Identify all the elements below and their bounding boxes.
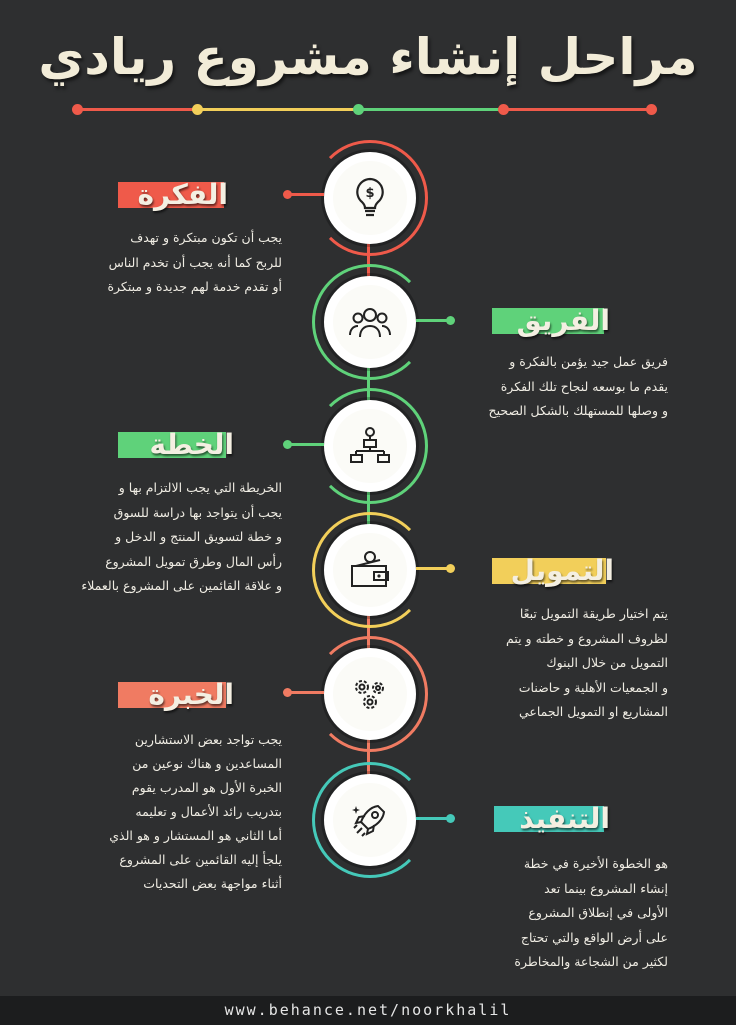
flowchart-icon [348, 426, 392, 466]
description-line: و علاقة القائمين على المشروع بالعملاء [81, 578, 282, 593]
node-experience [324, 648, 416, 740]
description-line: هو الخطوة الأخيرة في خطة [523, 856, 668, 871]
step-description [448, 852, 668, 975]
divider-segment [78, 108, 198, 111]
node-pointer [288, 193, 324, 196]
node-funding [324, 524, 416, 616]
page-title: مراحل إنشاء مشروع ريادي [38, 28, 698, 86]
description-line: و الجمعيات الأهلية و حاضنات [518, 679, 668, 695]
description-line: يلجأ إليه القائمين على المشروع [119, 852, 282, 867]
step-title-box [492, 300, 620, 340]
node-pointer [416, 567, 450, 570]
divider-dot [192, 104, 203, 115]
divider-dot [498, 104, 509, 115]
step-title: الخبرة [148, 677, 234, 711]
node-pointer-dot [446, 316, 455, 325]
node-pointer-dot [446, 814, 455, 823]
description-line: أما الثاني هو المستشار و هو الذي [109, 828, 282, 843]
description-line: الأولى في إنطلاق المشروع [528, 905, 668, 920]
divider-segment [503, 108, 653, 111]
step-description [448, 350, 668, 424]
description-line: على أرض الواقع والتي تحتاج [520, 929, 668, 945]
divider-segment [198, 108, 358, 111]
footer-credit: www.behance.net/noorkhalil [0, 996, 736, 1025]
step-title: الفريق [516, 303, 610, 337]
step-description [446, 602, 668, 725]
step-title: الفكرة [137, 177, 228, 211]
description-line: لكثير من الشجاعة والمخاطرة [514, 954, 668, 969]
step-title-box [492, 550, 624, 590]
description-line: التمويل من خلال البنوك [546, 655, 668, 670]
step-description [56, 728, 282, 896]
step-title-box [118, 174, 238, 214]
step-title-box [494, 798, 620, 838]
step-title-box [118, 674, 244, 714]
description-line: و وصلها للمستهلك بالشكل الصحيح [488, 403, 668, 418]
step-title: الخطة [149, 427, 234, 461]
step-title-box [118, 424, 244, 464]
description-line: و خطة لتسويق المنتج و الدخل و [115, 529, 282, 544]
description-line: للربح كما أنه يجب أن تخدم الناس [108, 254, 282, 270]
lightbulb-dollar-icon [351, 176, 389, 220]
step-description [56, 476, 282, 599]
description-line: الخريطة التي يجب الالتزام بها و [118, 480, 282, 495]
node-pointer [416, 817, 450, 820]
description-line: أثناء مواجهة بعض التحديات [143, 876, 282, 891]
rocket-icon [348, 798, 392, 842]
description-line: بتدريب رائد الأعمال و تعليمه [135, 804, 282, 819]
divider-dot [646, 104, 657, 115]
description-line: يجب أن تكون مبتكرة و تهدف [130, 230, 282, 245]
description-line: يجب تواجد بعض الاستشارين [134, 732, 282, 747]
divider-dot [72, 104, 83, 115]
description-line: رأس المال وطرق تمويل المشروع [105, 553, 282, 569]
node-pointer [416, 319, 450, 322]
team-icon [348, 304, 392, 340]
gears-icon [348, 674, 392, 714]
description-line: يجب أن يتواجد بها دراسة للسوق [113, 504, 282, 520]
node-execution [324, 774, 416, 866]
description-line: يقدم ما بوسعه لنجاح تلك الفكرة [500, 378, 668, 394]
node-pointer-dot [283, 440, 292, 449]
step-title: التنفيذ [519, 801, 610, 835]
description-line: إنشاء المشروع بينما تعد [544, 880, 668, 896]
node-idea [324, 152, 416, 244]
description-line: الخبرة الأول هو المدرب يقوم [131, 780, 282, 795]
step-title: التمويل [510, 553, 614, 587]
node-pointer-dot [283, 688, 292, 697]
description-line: يتم اختيار طريقة التمويل تبعًا [519, 606, 668, 621]
description-line: فريق عمل جيد يؤمن بالفكرة و [509, 354, 668, 369]
node-pointer-dot [446, 564, 455, 573]
description-line: لظروف المشروع و خطته و يتم [506, 630, 668, 646]
node-pointer-dot [283, 190, 292, 199]
divider-dot [353, 104, 364, 115]
divider-segment [358, 108, 503, 111]
node-pointer [288, 691, 324, 694]
node-plan [324, 400, 416, 492]
description-line: المشاريع او التمويل الجماعي [518, 704, 668, 719]
node-team [324, 276, 416, 368]
description-line: أو تقدم خدمة لهم جديدة و مبتكرة [107, 279, 282, 294]
node-pointer [288, 443, 324, 446]
wallet-coins-icon [348, 550, 392, 590]
step-description [66, 226, 282, 300]
description-line: المساعدين و هناك نوعين من [132, 756, 282, 771]
svg-text:$: $ [365, 186, 375, 201]
